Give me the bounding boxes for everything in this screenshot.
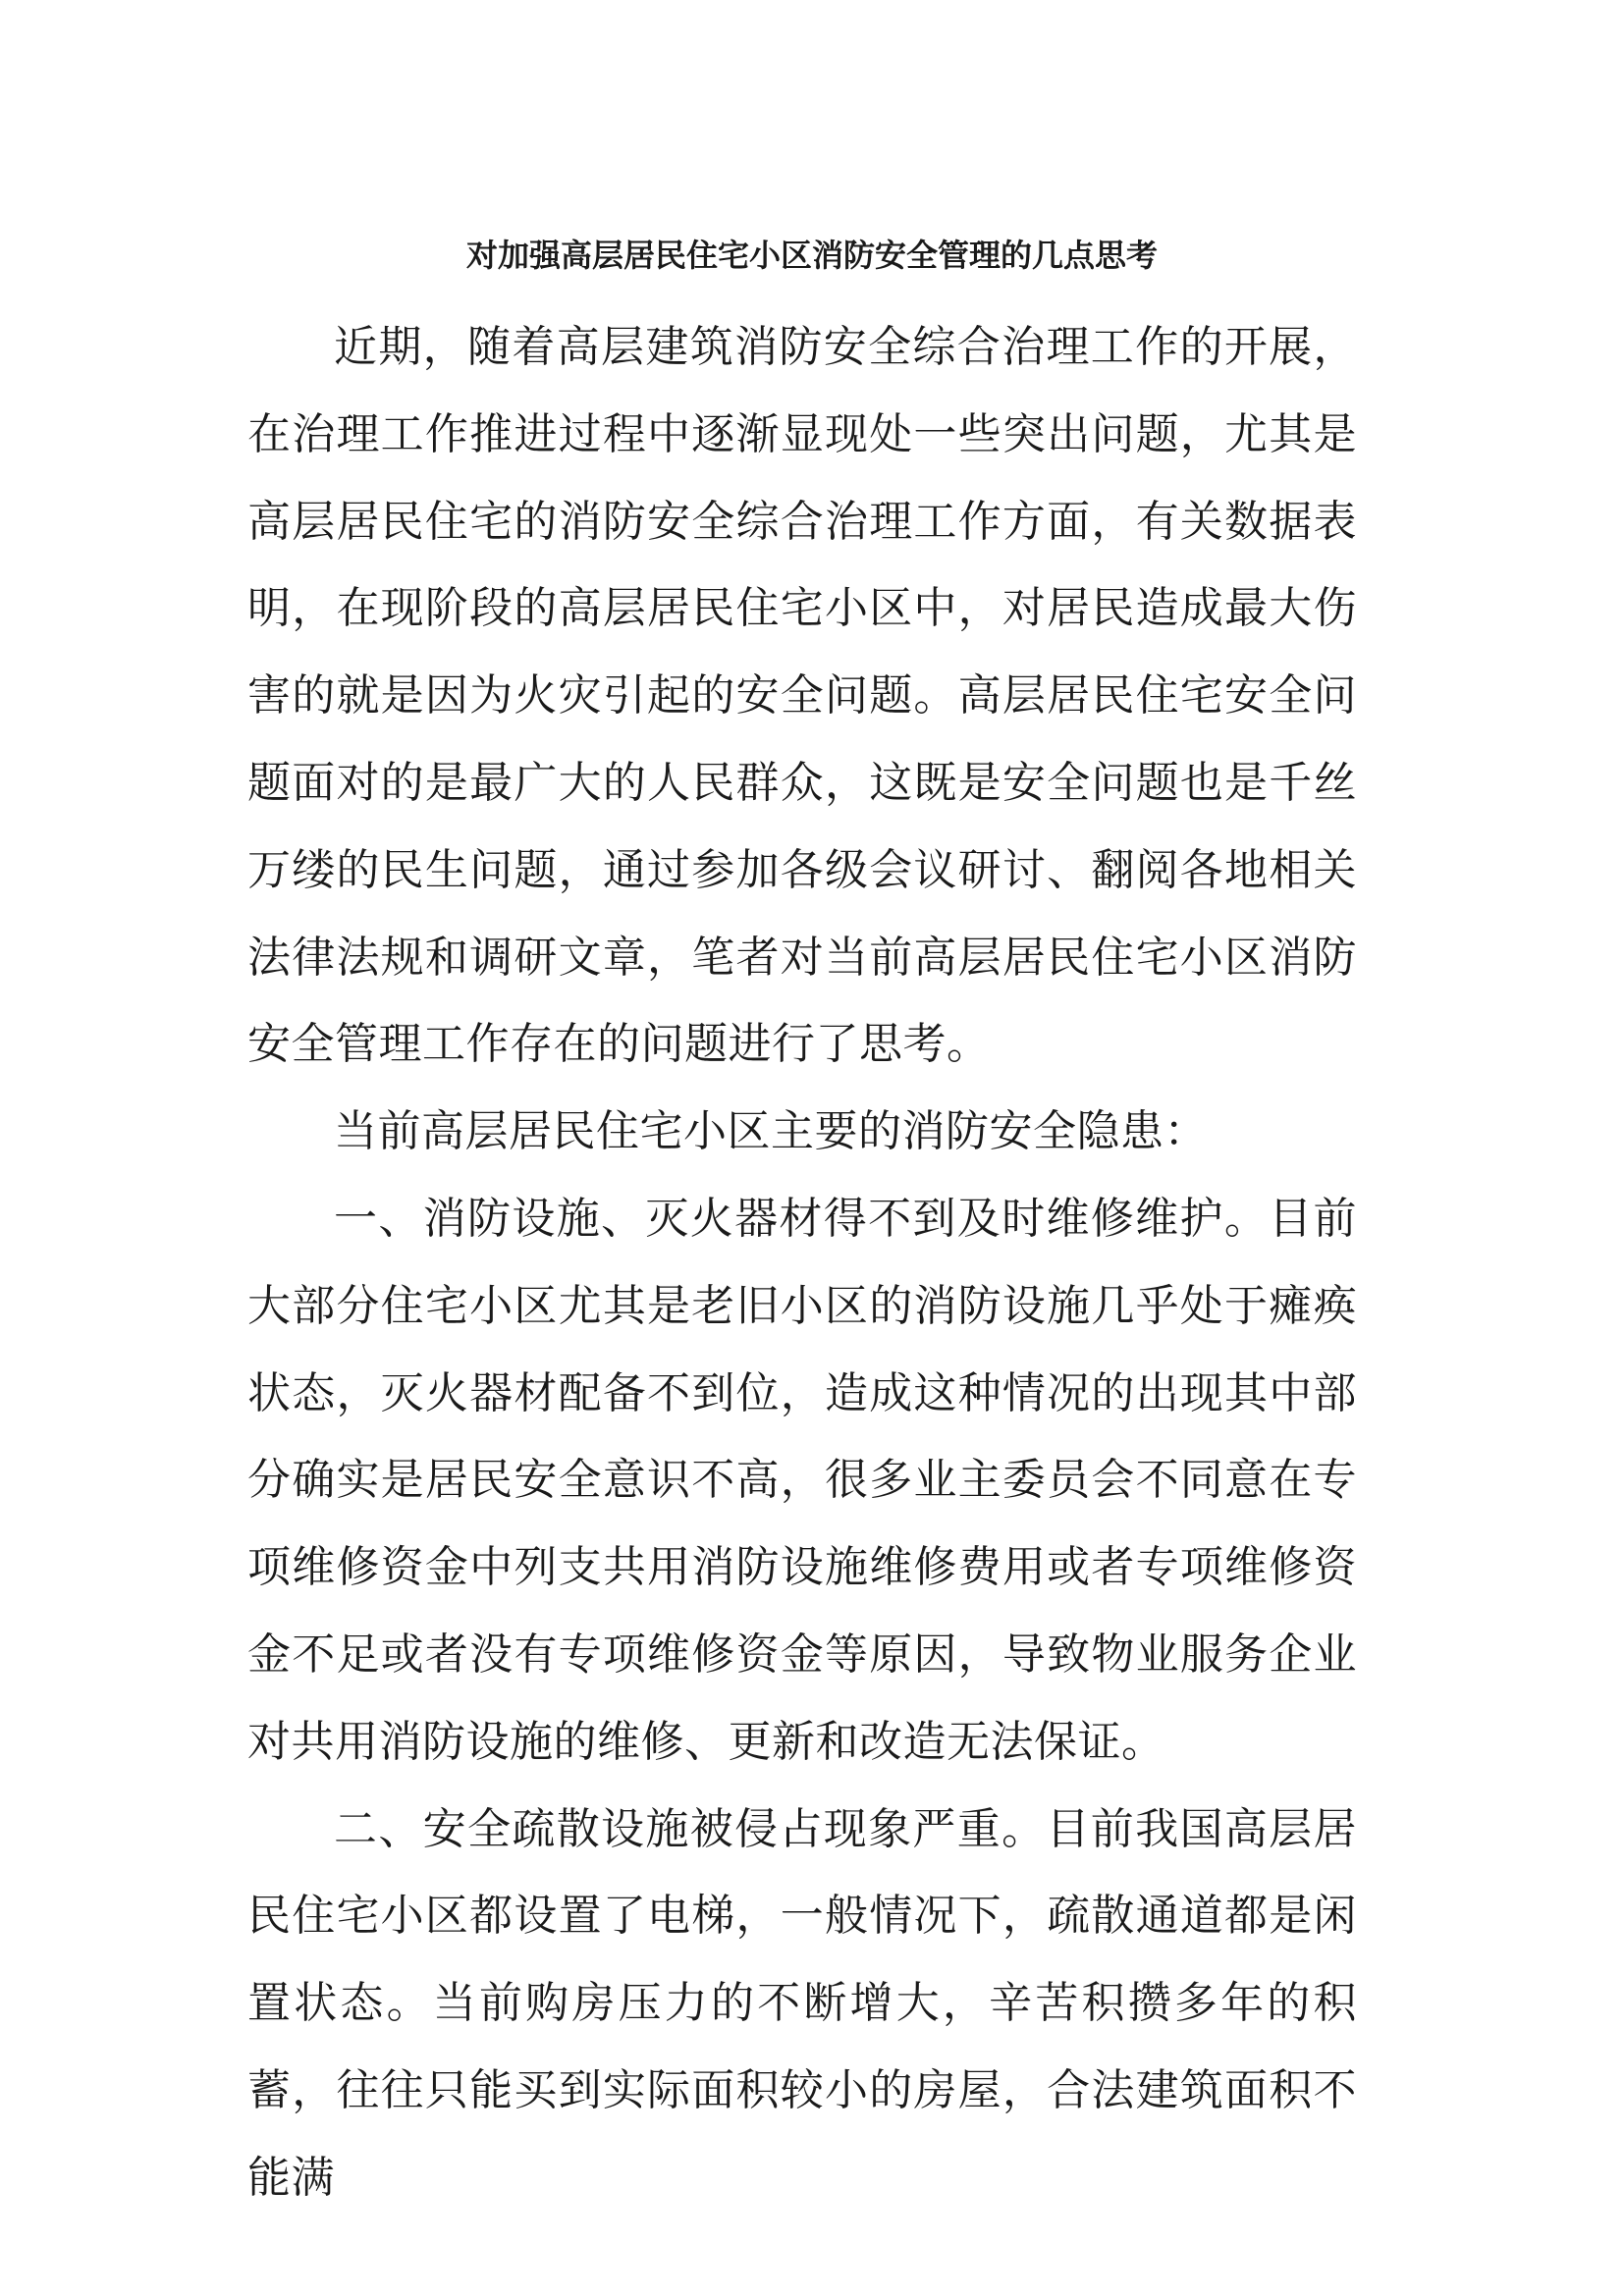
paragraph-intro: 近期，随着高层建筑消防安全综合治理工作的开展，在治理工作推进过程中逐渐显现处一些突出问题，尤其是高层居民住宅的消防安全综合治理工作方面，有关数据表明，在现阶段的高层居民住宅小区中，对居民造成最大伤害的就是因为火灾引起的安全问题。高层居民住宅安全问题面对的是最广大的人民群众，这既是安全问题也是千丝万缕的民生问题，通过参加各级会议研讨、翻阅各地相关法律法规和调研文章，笔者对当前高层居民住宅小区消防安全管理工作存在的问题进行了思考。 bbox=[247, 322, 1357, 1070]
paragraph-hazards-heading: 当前高层居民住宅小区主要的消防安全隐患： bbox=[334, 1106, 1208, 1157]
paragraph-point-two: 二、安全疏散设施被侵占现象严重。目前我国高层居民住宅小区都设置了电梯，一般情况下，疏散通道都是闲置状态。当前购房压力的不断增大，辛苦积攒多年的积蓄，往往只能买到实际面积较小的房屋，合法建筑面积不能满 bbox=[247, 1803, 1357, 2203]
document-title: 对加强高层居民住宅小区消防安全管理的几点思考 bbox=[465, 237, 1158, 274]
document-body bbox=[247, 304, 1357, 2222]
paragraph-point-one: 一、消防设施、灭火器材得不到及时维修维护。目前大部分住宅小区尤其是老旧小区的消防设施几乎处于瘫痪状态，灭火器材配备不到位，造成这种情况的出现其中部分确实是居民安全意识不高，很多业主委员会不同意在专项维修资金中列支共用消防设施维修费用或者专项维修资金不足或者没有专项维修资金等原因，导致物业服务企业对共用消防设施的维修、更新和改造无法保证。 bbox=[247, 1193, 1357, 1767]
